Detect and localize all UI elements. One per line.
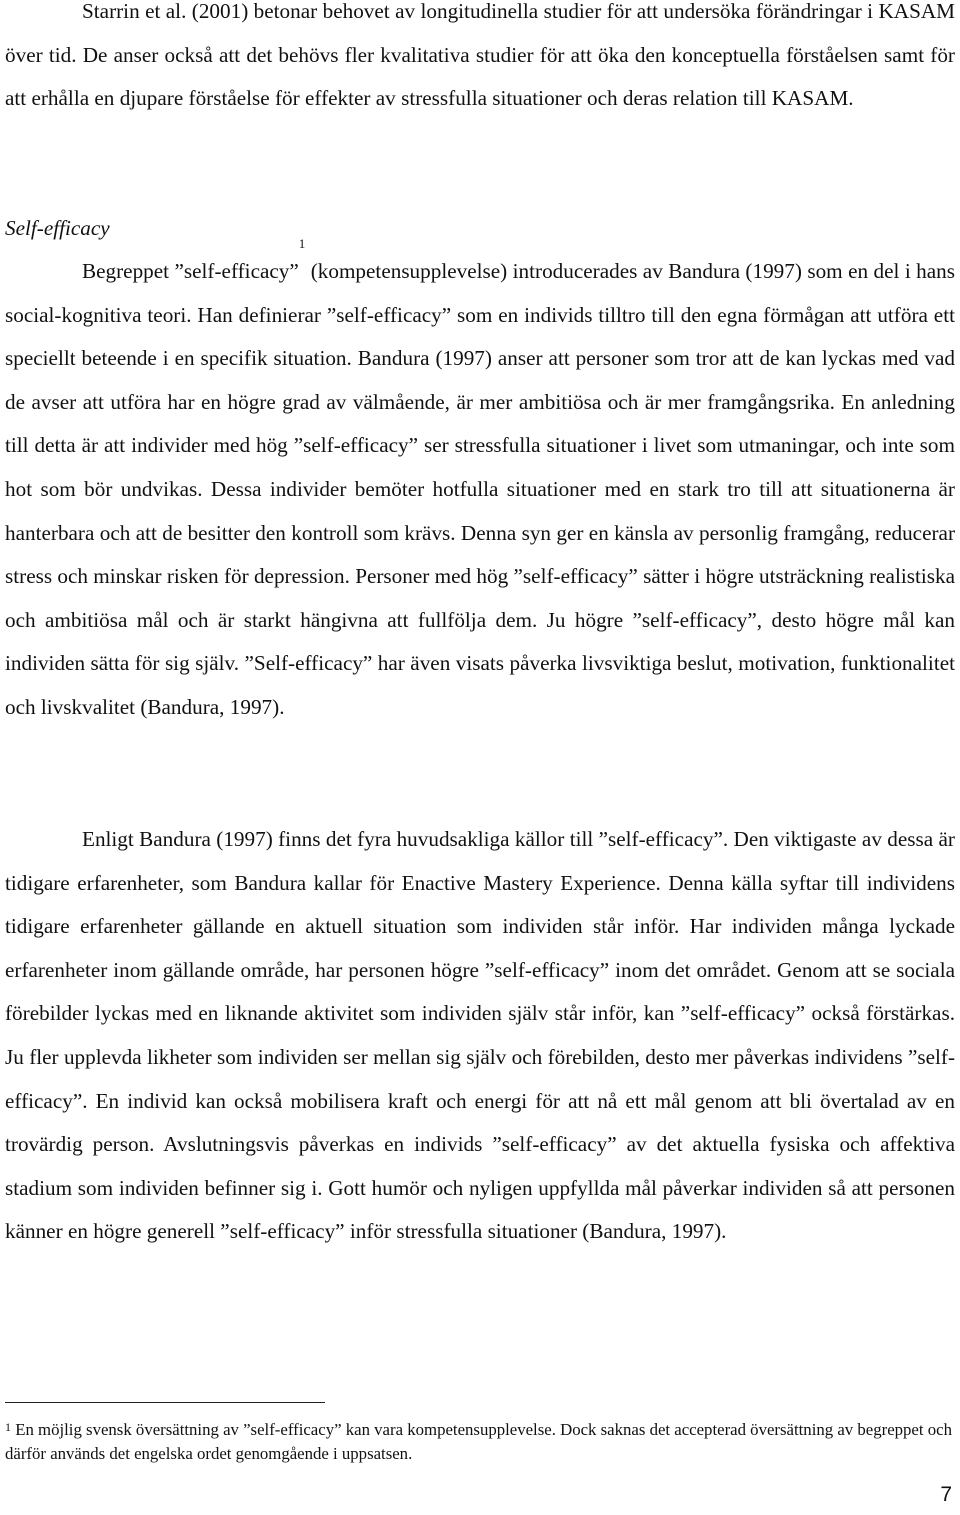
paragraph-kasam-conclusion: Starrin et al. (2001) betonar behovet av longitudinella studier för att undersöka förändringar i KASAM över tid. De anser också att det behövs fler kvalitativa studier för att öka den konceptuella förståelsen samt för att erhålla en djupare förståelse för effekter av stressfulla situationer och deras relation till KASAM. [5,0,955,111]
section-heading-self-efficacy: Self-efficacy [5,216,110,240]
footnote [5,1418,955,1466]
paragraph-sources-of-self-efficacy: Enligt Bandura (1997) finns det fyra huvudsakliga källor till ”self-efficacy”. Den viktigaste av dessa är tidigare erfarenheter, som Bandura kallar för Enactive Mastery Experience. Denna källa syftar till individens tidigare erfarenheter gällande en aktuell situation som individen står inför. Har individen många lyckade erfarenheter inom gällande område, har personen högre ”self-efficacy” inom det området. Genom att se sociala förebilder lyckas med en liknande aktivitet som individen själv står inför, kan ”self-efficacy” också förstärkas. Ju fler upplevda likheter som individen ser mellan sig själv och förebilden, desto mer påverkas individens ”self-efficacy”. En individ kan också mobilisera kraft och energi för att nå ett mål genom att bli övertalad av en trovärdig person. Avslutningsvis påverkas en individs ”self-efficacy” av det aktuella fysiska och affektiva stadium som individen befinner sig i. Gott humör och nyligen uppfyllda mål påverkar individen så att personen känner en högre generell ”self-efficacy” inför stressfulla situationer (Bandura, 1997). [5,827,955,1244]
footnote-text: En möjlig svensk översättning av ”self-efficacy” kan vara kompetensupplevelse. Dock saknas det accepterad översättning av begreppet och därför används det engelska ordet genomgående i uppsatsen. [5,1420,952,1463]
footnote-reference: 1 [298,236,306,251]
page-number: 7 [940,1483,952,1506]
footnote-mark: 1 [5,1420,11,1434]
paragraph-text-start: Begreppet ”self-efficacy” [82,259,299,283]
paragraph-self-efficacy-definition [5,236,955,730]
paragraph-text-rest: (kompetensupplevelse) introducerades av Bandura (1997) som en del i hans social-kognitiva teori. Han definierar ”self-efficacy” som en individs tilltro till den egna förmågan att utföra ett speciellt beteende i en specifik situation. Bandura (1997) anser att personer som tror att de kan lyckas med vad de avser att utföra har en högre grad av välmående, är mer ambitiösa och är mer framgångsrika. En anledning till detta är att individer med hög ”self-efficacy” ser stressfulla situationer i livet som utmaningar, och inte som hot som bör undvikas. Dessa individer bemöter hotfulla situationer med en stark tro till att situationerna är hanterbara och att de besitter den kontroll som krävs. Denna syn ger en känsla av personlig framgång, reducerar stress och minskar risken för depression. Personer med hög ”self-efficacy” sätter i högre utsträckning realistiska och ambitiösa mål och är starkt hängivna att fullfölja dem. Ju högre ”self-efficacy”, desto högre mål kan individen sätta för sig själv. ”Self-efficacy” har även visats påverka livsviktiga beslut, motivation, funktionalitet och livskvalitet (Bandura, 1997). [5,259,955,719]
footnote-separator [5,1402,325,1403]
